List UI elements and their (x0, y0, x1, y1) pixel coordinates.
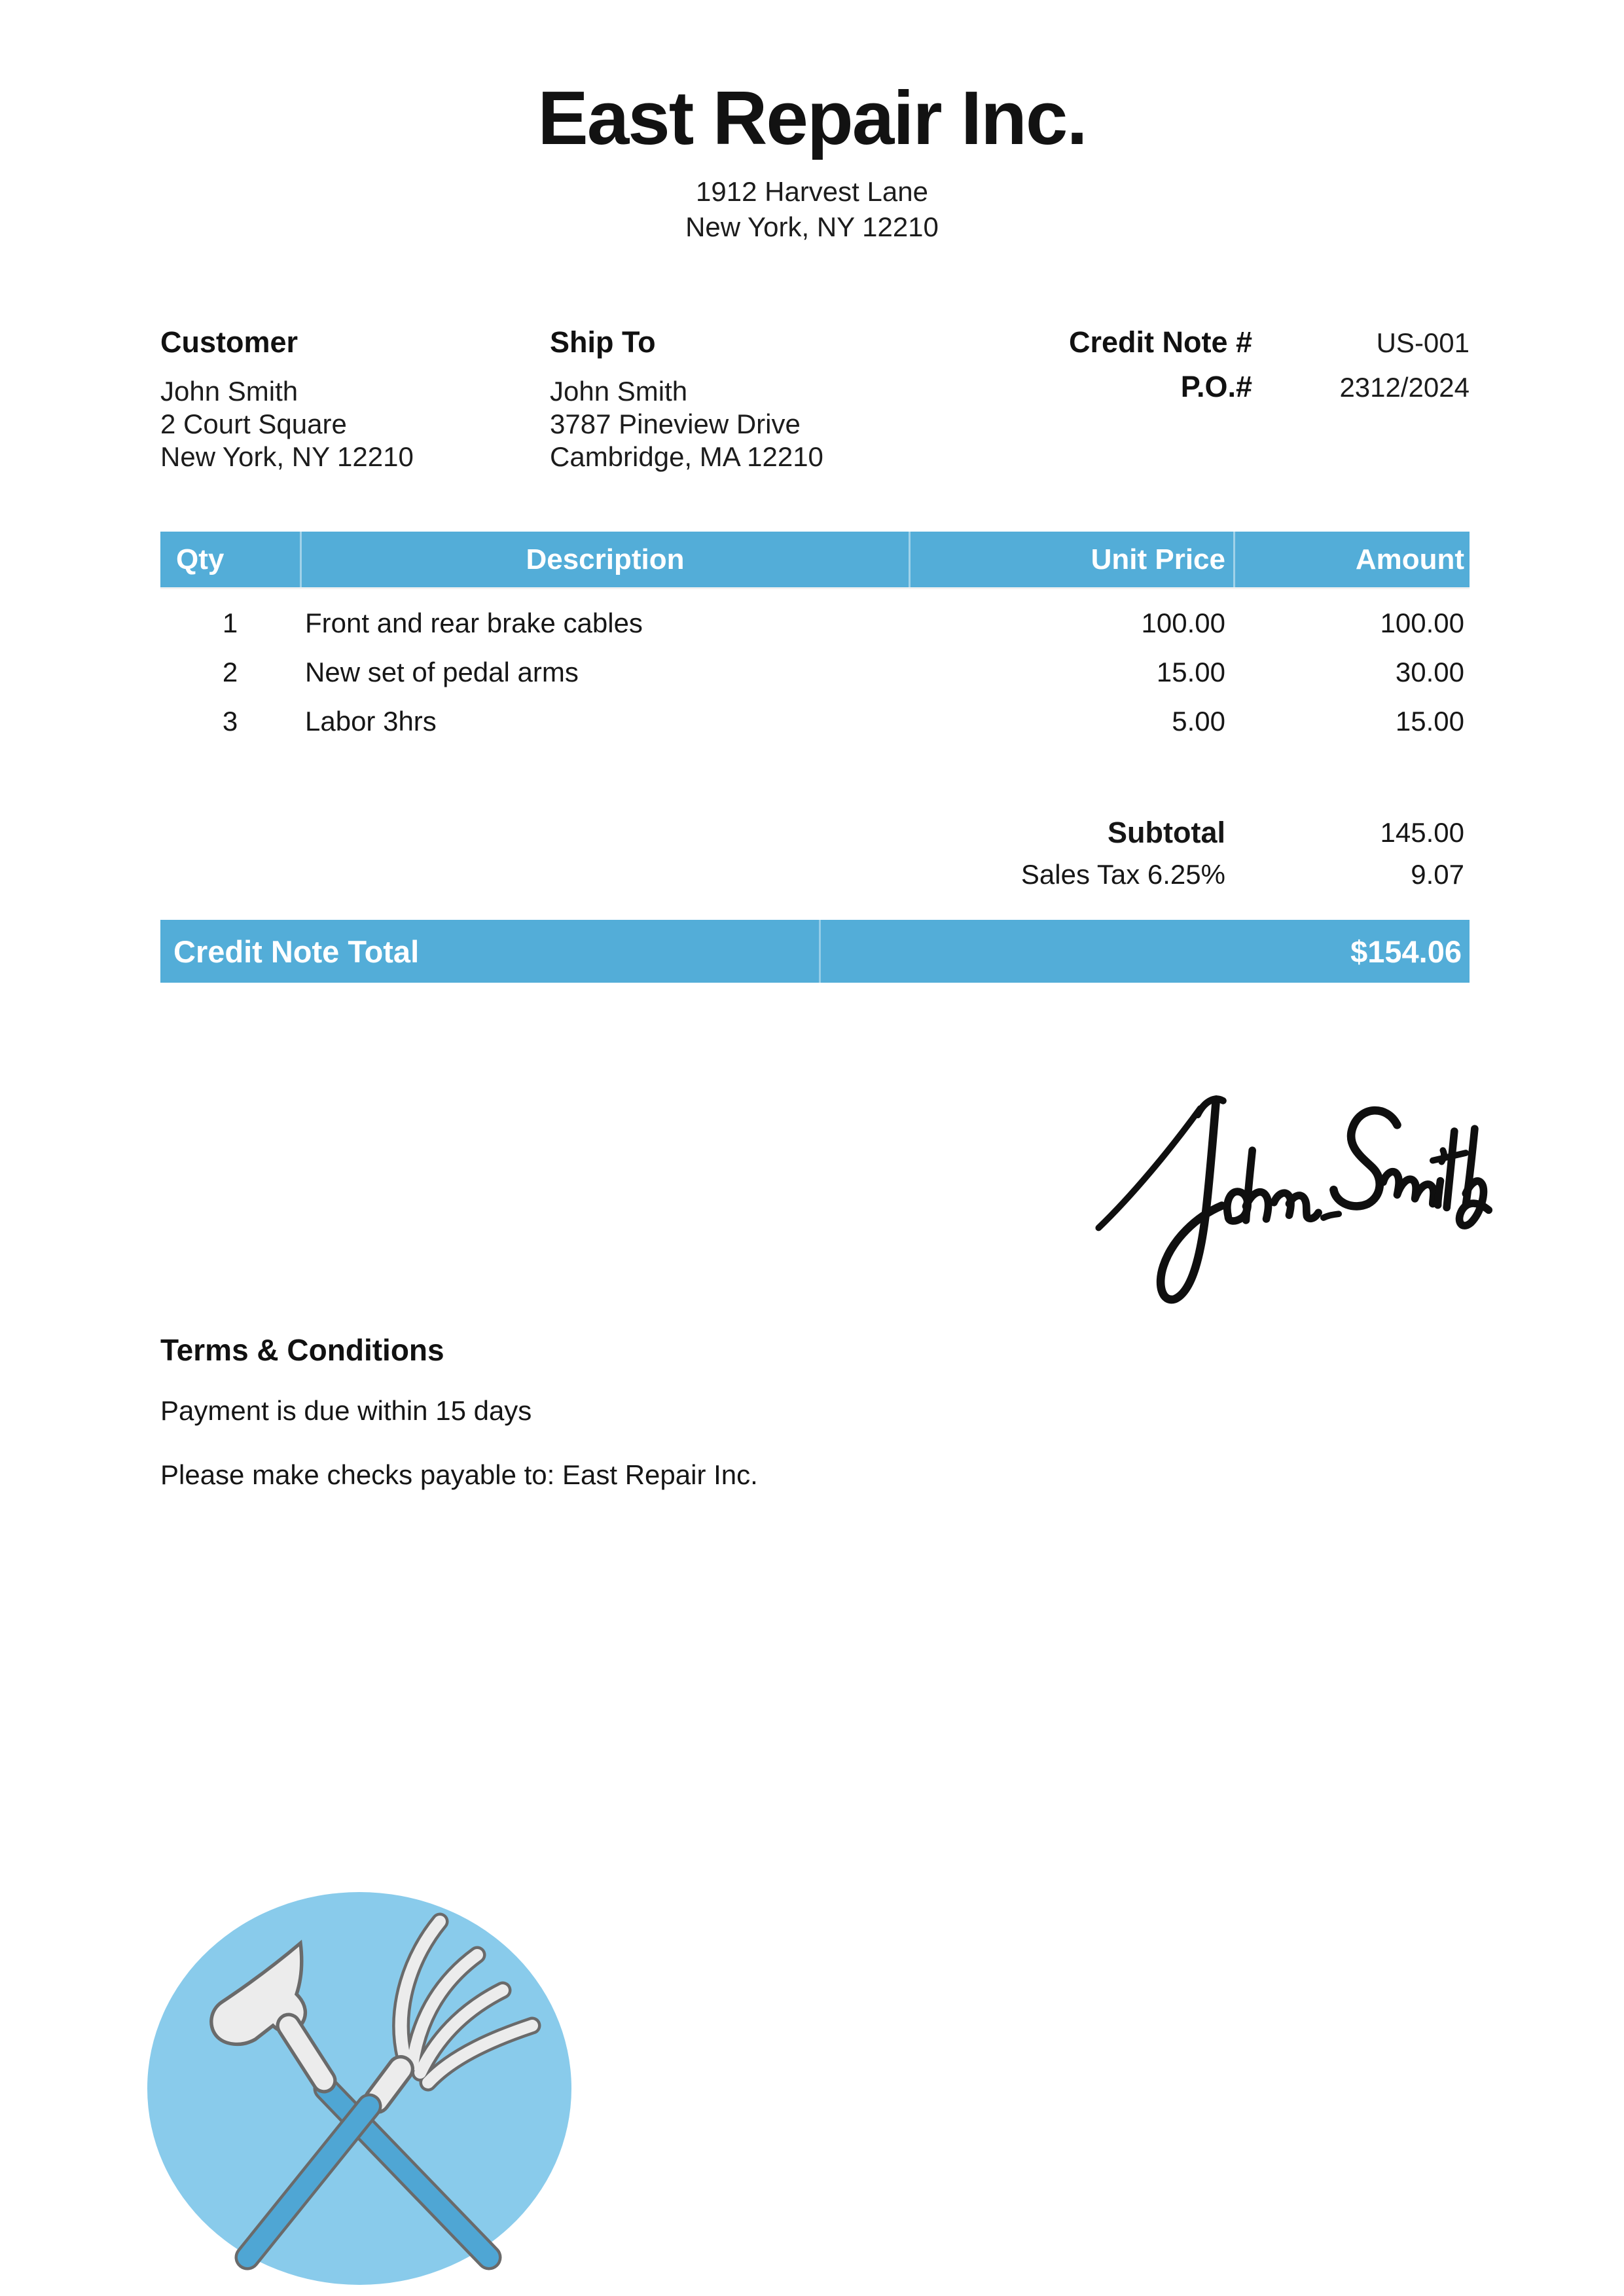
customer-label: Customer (160, 325, 298, 359)
column-header-description: Description (300, 532, 909, 587)
credit-note-total-label: Credit Note Total (160, 920, 821, 983)
terms-line: Payment is due within 15 days (160, 1395, 532, 1426)
signature-image (1062, 1075, 1494, 1317)
ship-to-label: Ship To (550, 325, 656, 359)
po-number-value: 2312/2024 (1339, 372, 1470, 403)
john-smith-signature-icon (1062, 1075, 1494, 1317)
sales-tax-value: 9.07 (1411, 859, 1464, 890)
credit-note-total-value: $154.06 (1350, 934, 1462, 969)
company-address-line2: New York, NY 12210 (685, 211, 939, 242)
cell-amount: 100.00 (1380, 607, 1464, 638)
company-header (0, 75, 1624, 245)
cell-unit-price: 15.00 (1156, 656, 1225, 687)
cell-qty: 2 (222, 656, 238, 687)
ship-to-city: Cambridge, MA 12210 (550, 441, 823, 472)
cell-description: Front and rear brake cables (305, 607, 643, 638)
table-row (160, 647, 1470, 697)
company-address (0, 174, 1624, 245)
customer-street: 2 Court Square (160, 409, 347, 439)
cell-description: Labor 3hrs (305, 705, 437, 737)
credit-note-number-value: US-001 (1376, 327, 1470, 358)
column-header-amount: Amount (1233, 532, 1470, 587)
items-table-header (160, 532, 1470, 589)
ship-to-name: John Smith (550, 376, 688, 407)
cell-amount: 15.00 (1395, 705, 1464, 737)
terms-line: Please make checks payable to: East Repair Inc. (160, 1459, 758, 1490)
credit-note-total-bar (160, 920, 1470, 983)
document-meta (1069, 325, 1470, 404)
customer-block (160, 325, 527, 473)
cell-description: New set of pedal arms (305, 656, 579, 687)
subtotal-value: 145.00 (1380, 817, 1464, 848)
po-number-label: P.O.# (1180, 370, 1252, 403)
customer-name: John Smith (160, 376, 298, 407)
subtotal-label: Subtotal (1108, 816, 1225, 849)
sales-tax-label: Sales Tax 6.25% (1020, 859, 1225, 890)
company-address-line1: 1912 Harvest Lane (696, 176, 928, 207)
totals-section (160, 812, 1470, 896)
customer-city: New York, NY 12210 (160, 441, 414, 472)
company-logo (143, 1888, 576, 2289)
company-name: East Repair Inc. (537, 75, 1087, 160)
cell-amount: 30.00 (1395, 656, 1464, 687)
cell-unit-price: 100.00 (1141, 607, 1225, 638)
items-table (160, 532, 1470, 746)
table-row (160, 697, 1470, 746)
ship-to-street: 3787 Pineview Drive (550, 409, 801, 439)
table-row (160, 598, 1470, 647)
terms-section (160, 1332, 1208, 1491)
ship-to-block (550, 325, 956, 473)
cell-unit-price: 5.00 (1172, 705, 1225, 737)
cell-qty: 1 (222, 607, 238, 638)
cell-qty: 3 (222, 705, 238, 737)
column-header-qty: Qty (176, 543, 225, 575)
crossed-garden-tools-icon (143, 1888, 576, 2289)
terms-heading: Terms & Conditions (160, 1333, 444, 1367)
column-header-unit-price: Unit Price (909, 532, 1233, 587)
credit-note-number-label: Credit Note # (1068, 325, 1252, 359)
